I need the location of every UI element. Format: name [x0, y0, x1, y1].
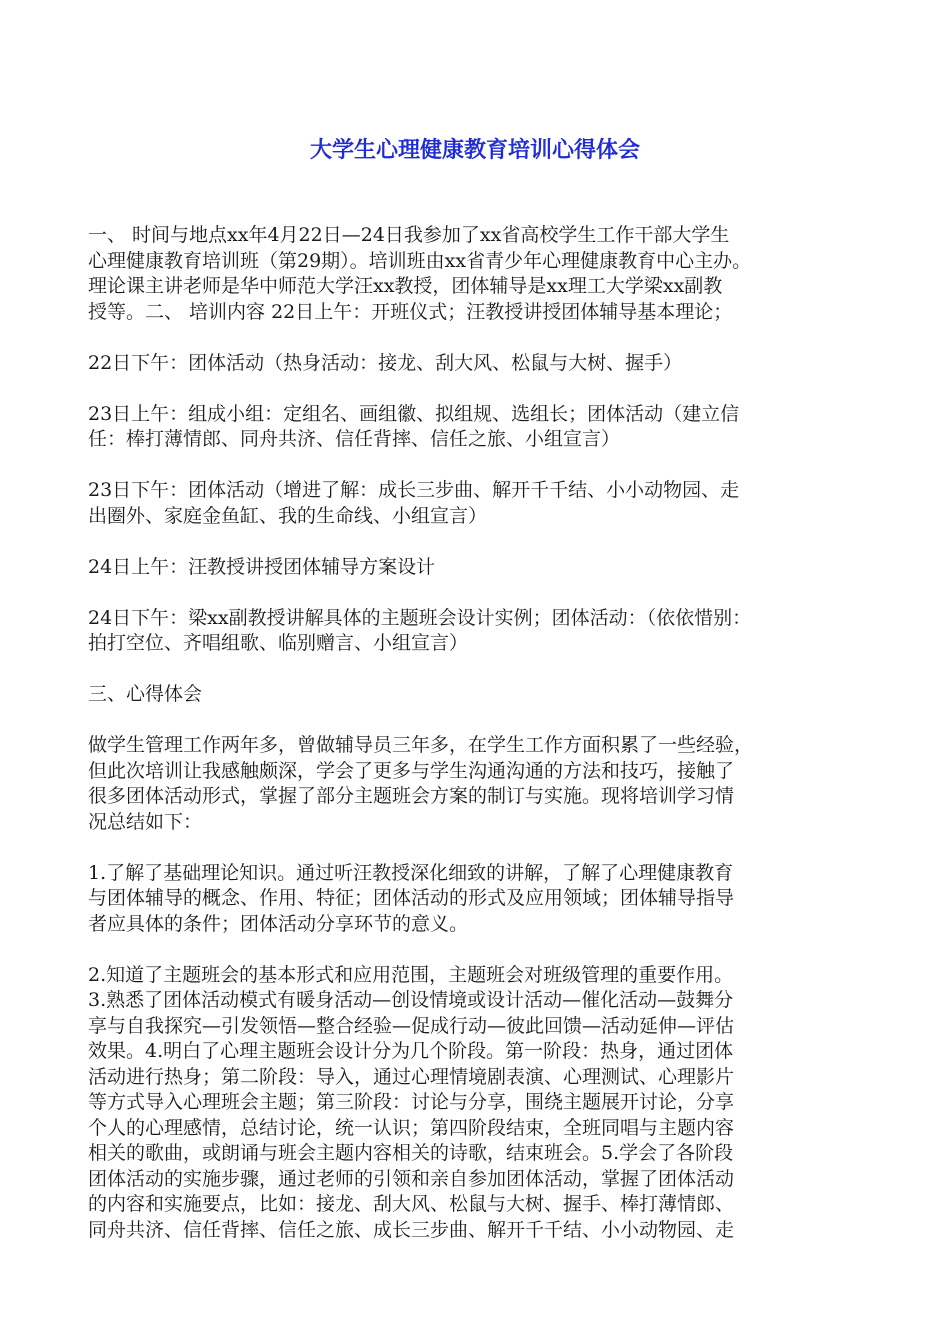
text-line: 享与自我探究—引发领悟—整合经验—促成行动—彼此回馈—活动延伸—评估: [88, 1014, 735, 1037]
text-line: 24日下午：梁xx副教授讲解具体的主题班会设计实例；团体活动：（依依惜别：: [88, 606, 752, 629]
text-line: 很多团体活动形式，掌握了部分主题班会方案的制订与实施。现将培训学习情: [88, 785, 735, 807]
paragraph-23-morning: [88, 402, 874, 453]
paragraph-point-1: [88, 861, 874, 938]
text-line: 效果。4.明白了心理主题班会设计分为几个阶段。第一阶段：热身，通过团体: [88, 1040, 734, 1062]
paragraph-points-2-5: [88, 963, 874, 1244]
text-line: 相关的歌曲，或朗诵与班会主题内容相关的诗歌，结束班会。5.学会了各阶段: [88, 1142, 734, 1164]
text-line: 者应具体的条件；团体活动分享环节的意义。: [88, 912, 469, 935]
text-line: 一、 时间与地点xx年4月22日—24日我参加了xx省高校学生工作干部大学生: [88, 224, 730, 246]
paragraph-time-place: [88, 223, 874, 325]
text-line: 任：棒打薄情郎、同舟共济、信任背摔、信任之旅、小组宣言）: [88, 428, 621, 450]
text-line: 等方式导入心理班会主题；第三阶段：讨论与分享，围绕主题展开讨论，分享: [88, 1091, 735, 1113]
text-line: 的内容和实施要点，比如：接龙、刮大风、松鼠与大树、握手、棒打薄情郎、: [88, 1193, 735, 1215]
text-line: 24日上午：汪教授讲授团体辅导方案设计: [88, 555, 436, 578]
paragraph-23-afternoon: [88, 478, 874, 529]
paragraph-24-morning: [88, 555, 874, 581]
paragraph-22-afternoon: [88, 351, 874, 377]
text-line: 活动进行热身；第二阶段：导入，通过心理情境剧表演、心理测试、心理影片: [88, 1065, 735, 1088]
text-line: 个人的心理感情，总结讨论，统一认识；第四阶段结束，全班同唱与主题内容: [88, 1116, 735, 1139]
text-line: 与团体辅导的概念、作用、特征；团体活动的形式及应用领域；团体辅导指导: [88, 887, 735, 909]
text-line: 3.熟悉了团体活动模式有暖身活动—创设情境或设计活动—催化活动—鼓舞分: [88, 989, 734, 1011]
document-title: 大学生心理健康教育培训心得体会: [309, 138, 640, 163]
text-line: 团体活动的实施步骤，通过老师的引领和亲自参加团体活动，掌握了团体活动: [88, 1167, 735, 1190]
text-line: 做学生管理工作两年多，曾做辅导员三年多，在学生工作方面积累了一些经验，: [88, 734, 754, 756]
text-line: 1.了解了基础理论知识。通过听汪教授深化细致的讲解，了解了心理健康教育: [88, 861, 734, 884]
text-line: 同舟共济、信任背摔、信任之旅、成长三步曲、解开千千结、小小动物园、走: [88, 1218, 735, 1241]
text-line: 23日下午：团体活动（增进了解：成长三步曲、解开千千结、小小动物园、走: [88, 479, 740, 501]
text-line: 2.知道了主题班会的基本形式和应用范围，主题班会对班级管理的重要作用。: [88, 963, 734, 986]
text-line: 况总结如下：: [88, 810, 203, 833]
document-body: [88, 223, 874, 1243]
text-line: 授等。二、 培训内容 22日上午：开班仪式；汪教授讲授团体辅导基本理论；: [88, 300, 733, 323]
text-line: 拍打空位、齐唱组歌、临别赠言、小组宣言）: [88, 632, 469, 654]
text-line: 23日上午：组成小组：定组名、画组徽、拟组规、选组长；团体活动（建立信: [88, 402, 740, 425]
paragraph-intro-summary: [88, 733, 874, 835]
text-line: 但此次培训让我感触颇深，学会了更多与学生沟通沟通的方法和技巧，接触了: [88, 759, 735, 782]
section-heading-reflections: [88, 682, 874, 708]
text-line: 22日下午：团体活动（热身活动：接龙、刮大风、松鼠与大树、握手）: [88, 351, 683, 374]
text-line: 出圈外、家庭金鱼缸、我的生命线、小组宣言）: [88, 504, 488, 527]
text-line: 理论课主讲老师是华中师范大学汪xx教授，团体辅导是xx理工大学梁xx副教: [88, 275, 723, 297]
paragraph-24-afternoon: [88, 606, 874, 657]
text-line: 三、心得体会: [88, 683, 203, 705]
text-line: 心理健康教育培训班（第29期）。培训班由xx省青少年心理健康教育中心主办。: [88, 249, 752, 272]
